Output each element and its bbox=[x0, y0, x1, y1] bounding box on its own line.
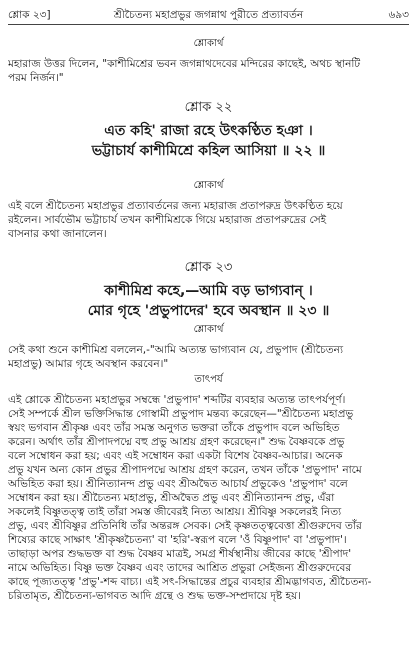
translation-label: শ্লোকার্থ bbox=[193, 38, 224, 49]
header-chapter-title: শ্রীচৈতন্য মহাপ্রভুর জগন্নাথ পুরীতে প্রত্যাবর্তন bbox=[113, 9, 304, 21]
text-line: সেই সম্পর্কে শ্রীল ভক্তিসিদ্ধান্ত গোস্বামী প্রভুপাদ মন্তব্য করেছেন—"শ্রীচৈতন্য মহাপ্রভু bbox=[8, 408, 354, 420]
purport-text bbox=[8, 393, 409, 603]
verse-22 bbox=[8, 98, 409, 161]
translation-text bbox=[8, 57, 409, 85]
verse-line: এত কহি' রাজা রহে উৎকণ্ঠিত হঞা । bbox=[104, 123, 313, 139]
running-header bbox=[8, 6, 409, 24]
text-line: অভিহিত করা হয়। শ্রীনিত্যানন্দ প্রভু এবং শ্রীঅদ্বৈত আচার্য প্রভুকেও 'প্রভুপাদ' বলে bbox=[8, 478, 348, 490]
translation-label: শ্লোকার্থ bbox=[193, 324, 224, 335]
text-line: রইলেন। সার্বভৌম ভট্টাচার্য তখন কাশীমিশ্রকে গিয়ে মহারাজ প্রতাপরুদ্রের সেই bbox=[8, 214, 327, 226]
text-line: সেই কথা শুনে কাশীমিশ্র বললেন,-"আমি অত্যন্ত ভাগ্যবান যে, প্রভুপাদ (শ্রীচৈতন্য bbox=[8, 344, 343, 356]
verse-heading: শ্লোক ২২ bbox=[184, 100, 233, 115]
translation-text bbox=[8, 343, 409, 371]
verse-text bbox=[8, 121, 409, 161]
text-line: বলে সম্বোধন করা হয়; এবং এই সম্বোধন করা একটা বিশেষ বৈষ্ণব-আচার। অনেক bbox=[8, 450, 343, 462]
purport bbox=[8, 372, 409, 603]
verse-line: মোর গৃহে 'প্রভুপাদের' হবে অবস্থান ॥ ২৩ ॥ bbox=[87, 303, 330, 319]
verse-heading: শ্লোক ২৩ bbox=[184, 260, 233, 275]
page-number: ৬৯৩ bbox=[388, 9, 409, 21]
text-line: পরম নির্জন।" bbox=[8, 72, 64, 84]
text-line: নামে অভিহিত। বিষ্ণু ভক্ত বৈষ্ণব এবং তাদের আশ্রিত প্রভুরা সেইজন্য শ্রীগুরুদেবের bbox=[8, 562, 352, 574]
text-line: এই শ্লোকে শ্রীচৈতন্য মহাপ্রভুর সম্বন্ধে 'প্রভুপাদ' শব্দটির ব্যবহার অত্যন্ত তাৎপর্যপূর্ণ। bbox=[8, 394, 346, 406]
translation-21 bbox=[8, 36, 409, 85]
text-line: সম্বোধন করা হয়। শ্রীচৈতন্য মহাপ্রভু, শ্রীঅদ্বৈত প্রভু এবং শ্রীনিত্যানন্দ প্রভু, এঁরা bbox=[8, 492, 335, 504]
text-line: মহারাজ উত্তর দিলেন, "কাশীমিশ্রের ভবন জগন্নাথদেবের মন্দিরের কাছেই, অথচ স্থানটি bbox=[8, 58, 361, 70]
verse-text bbox=[8, 281, 409, 321]
verse-line: ভট্টাচার্য কাশীমিশ্রে কহিল আসিয়া ॥ ২২ ॥ bbox=[91, 143, 326, 159]
text-line: চরিতামৃত, শ্রীচৈতন্য-ভাগবত আদি গ্রন্থে ও শুদ্ধ ভক্ত-সম্প্রদায়ে দৃষ্ট হয়। bbox=[8, 590, 301, 602]
header-divider bbox=[8, 24, 409, 25]
verse-23 bbox=[8, 258, 409, 321]
text-line: এই বলে শ্রীচৈতন্য মহাপ্রভুর প্রত্যাবর্তনের জন্য মহারাজ প্রতাপরুদ্র উৎকণ্ঠিত হয়ে bbox=[8, 200, 343, 212]
text-line: সকলেই বিষ্ণুতত্ত্ব তাই তাঁরা সমস্ত জীবেরই নিত্য আশ্রয়। শ্রীবিষ্ণু সকলেরই নিত্য bbox=[8, 506, 342, 518]
verse-line: কাশীমিশ্র কহে,—আমি বড় ভাগ্যবান্ । bbox=[104, 283, 313, 299]
text-line: শিষ্যের কাছে সাক্ষাৎ 'শ্রীকৃষ্ণচৈতন্য' বা 'হরি'-স্বরূপ বলে 'ওঁ বিষ্ণুপাদ' বা 'প্রভুপাদ'। bbox=[8, 534, 347, 546]
text-line: বাসনার কথা জানালেন। bbox=[8, 228, 107, 240]
text-line: কাছে পূজ্যতত্ত্ব 'প্রভু'-শব্দ বাচ্য। এই সৎ-সিদ্ধান্তের প্রচুর ব্যবহার শ্রীমদ্ভাগবত, শ্রীচৈতন্য- bbox=[8, 576, 372, 588]
text-line: করেন। অর্থাৎ তাঁর শ্রীপাদপদ্মে বহু প্রভু আশ্রয় গ্রহণ করেছেন।" শুদ্ধ বৈষ্ণবকে প্রভু bbox=[8, 436, 345, 448]
text-line: স্বয়ং ভগবান শ্রীকৃষ্ণ এবং তাঁর সমস্ত অনুগত ভক্তরা তাঁকে প্রভুপাদ বলে অভিহিত bbox=[8, 422, 340, 434]
translation-23 bbox=[8, 322, 409, 371]
translation-text bbox=[8, 199, 409, 241]
header-verse-ref: শ্লোক ২৩] bbox=[8, 9, 51, 21]
text-line: মহাপ্রভু) আমার গৃহে অবস্থান করবেন।" bbox=[8, 358, 169, 370]
text-line: প্রভু, এবং শ্রীবিষ্ণুর প্রতিনিধি তাঁর অন্তরঙ্গ সেবক। সেই কৃষ্ণতত্ত্ববেত্তা শ্রীগুরুদেব তাঁর bbox=[8, 520, 362, 532]
text-line: তাছাড়া অপর শুদ্ধভক্ত বা শুদ্ধ বৈষ্ণব মাত্রই, সমগ্র শীর্ষস্থানীয় জীবের কাছে 'শ্রীপাদ' bbox=[8, 548, 352, 560]
purport-label: তাৎপর্য bbox=[194, 374, 223, 385]
text-line: প্রভু যখন অন্য কোন প্রভুর শ্রীপাদপদ্মে আশ্রয় গ্রহণ করেন, তখন তাঁকে 'প্রভুপাদ' নামে bbox=[8, 464, 362, 476]
translation-label: শ্লোকার্থ bbox=[193, 180, 224, 191]
translation-22 bbox=[8, 178, 409, 241]
